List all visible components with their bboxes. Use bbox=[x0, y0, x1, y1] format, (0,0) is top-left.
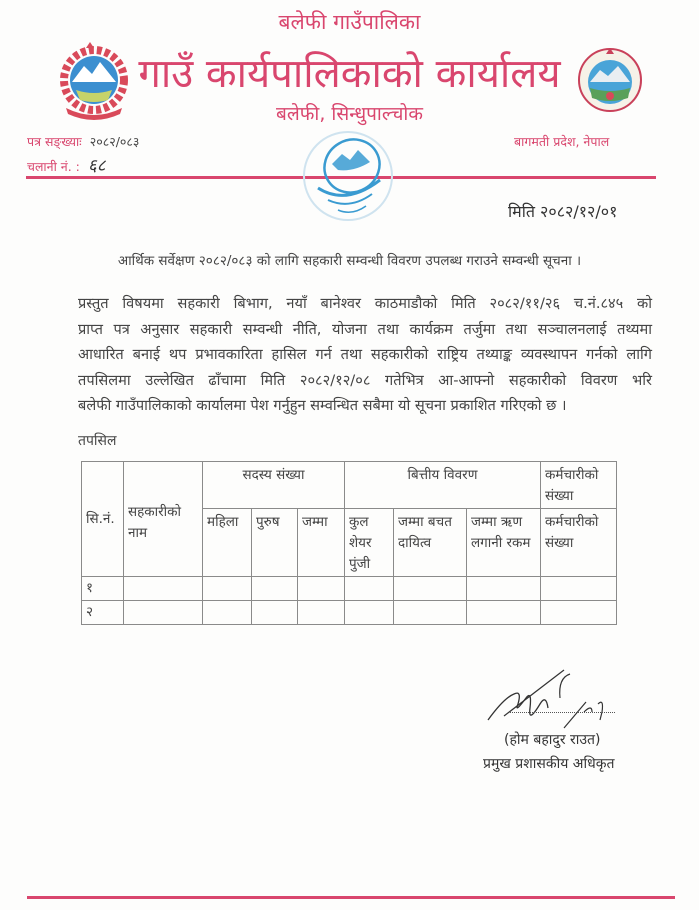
subheader-total: जम्मा bbox=[298, 509, 345, 577]
reference-number bbox=[27, 133, 139, 150]
footer-divider bbox=[27, 896, 675, 899]
cell bbox=[203, 601, 252, 625]
dispatch-value: ६८ bbox=[87, 156, 106, 176]
schedule-label: तपसिल bbox=[78, 433, 117, 449]
table-header-row bbox=[82, 462, 617, 509]
cell bbox=[541, 577, 617, 601]
header-financial-details: बित्तीय विवरण bbox=[345, 462, 541, 509]
reference-value: २०८२/०८३ bbox=[89, 134, 140, 149]
cooperative-details-table bbox=[81, 461, 617, 625]
subheader-male: पुरुष bbox=[252, 509, 298, 577]
body-line: प्राप्त पत्र अनुसार सहकारी सम्वन्धी नीति, योजना तथा कार्यक्रम तर्जुमा तथा सञ्चालनलाई तथ्यमा bbox=[78, 320, 652, 338]
cell bbox=[203, 577, 252, 601]
signatory-title: प्रमुख प्रशासकीय अधिकृत bbox=[483, 756, 615, 772]
cell bbox=[124, 577, 203, 601]
cell bbox=[394, 601, 467, 625]
subheader-female: महिला bbox=[203, 509, 252, 577]
cell bbox=[345, 577, 394, 601]
table-row bbox=[82, 601, 617, 625]
cell bbox=[298, 577, 345, 601]
subheader-savings-liability: जम्मा बचत दायित्व bbox=[394, 509, 467, 577]
cell bbox=[394, 577, 467, 601]
letter-date: मिति २०८२/१२/०१ bbox=[508, 202, 618, 221]
reference-label: पत्र सङ्ख्याः bbox=[27, 134, 82, 149]
dispatch-number bbox=[27, 153, 106, 176]
subheader-loan-investment: जम्मा ऋण लगानी रकम bbox=[467, 509, 541, 577]
header-serial-number: सि.नं. bbox=[82, 462, 124, 577]
subheader-staff-count: कर्मचारीको संख्या bbox=[541, 509, 617, 577]
cell bbox=[298, 601, 345, 625]
header-member-count: सदस्य संख्या bbox=[203, 462, 345, 509]
dispatch-label: चलानी नं. : bbox=[27, 159, 80, 174]
notice-subject: आर्थिक सर्वेक्षण २०८२/०८३ को लागि सहकारी सम्वन्धी विवरण उपलब्ध गराउने सम्वन्धी सूचना । bbox=[117, 253, 582, 269]
cell bbox=[541, 601, 617, 625]
row-serial: १ bbox=[82, 577, 124, 601]
header-staff-count: कर्मचारीको संख्या bbox=[541, 462, 617, 509]
office-title: गाउँ कार्यपालिकाको कार्यालय bbox=[138, 51, 561, 97]
signatory-name: (होम बहादुर राउत) bbox=[504, 732, 601, 748]
signature-line bbox=[510, 712, 615, 713]
body-line: प्रस्तुत विषयमा सहकारी बिभाग, नयाँ बानेश्वर काठमाडौको मिति २०८२/११/२६ च.नं.८४५ को bbox=[78, 295, 652, 312]
body-line: तपसिलमा उल्लेखित ढाँचामा मिति २०८२/१२/०८ गतेभित्र आ-आफ्नो सहकारीको विवरण भरि bbox=[78, 371, 652, 389]
province-address: बागमती प्रदेश, नेपाल bbox=[514, 134, 610, 149]
office-location: बलेफी, सिन्धुपाल्चोक bbox=[276, 103, 423, 125]
header-cooperative-name: सहकारीको नाम bbox=[124, 462, 203, 577]
cell bbox=[252, 577, 298, 601]
table-row bbox=[82, 577, 617, 601]
notice-body bbox=[78, 291, 652, 419]
cell bbox=[467, 601, 541, 625]
cell bbox=[124, 601, 203, 625]
cell bbox=[345, 601, 394, 625]
subheader-share-capital: कुल शेयर पुंजी bbox=[345, 509, 394, 577]
body-line: बलेफी गाउँपालिकाको कार्यालमा पेश गर्नुहुन सम्वन्धित सबैमा यो सूचना प्रकाशित गरिएको छ । bbox=[78, 397, 567, 414]
body-line: आधारित बनाई थप प्रभावकारिता हासिल गर्न तथा सहकारीको राष्ट्रिय तथ्याङ्क व्यवस्थापन गर्नको लागि bbox=[78, 346, 652, 363]
row-serial: २ bbox=[82, 601, 124, 625]
cell bbox=[467, 577, 541, 601]
municipality-name: बलेफी गाउँपालिका bbox=[278, 10, 421, 34]
handwritten-signature-icon bbox=[474, 668, 624, 738]
cell bbox=[252, 601, 298, 625]
office-stamp-icon bbox=[298, 128, 398, 228]
